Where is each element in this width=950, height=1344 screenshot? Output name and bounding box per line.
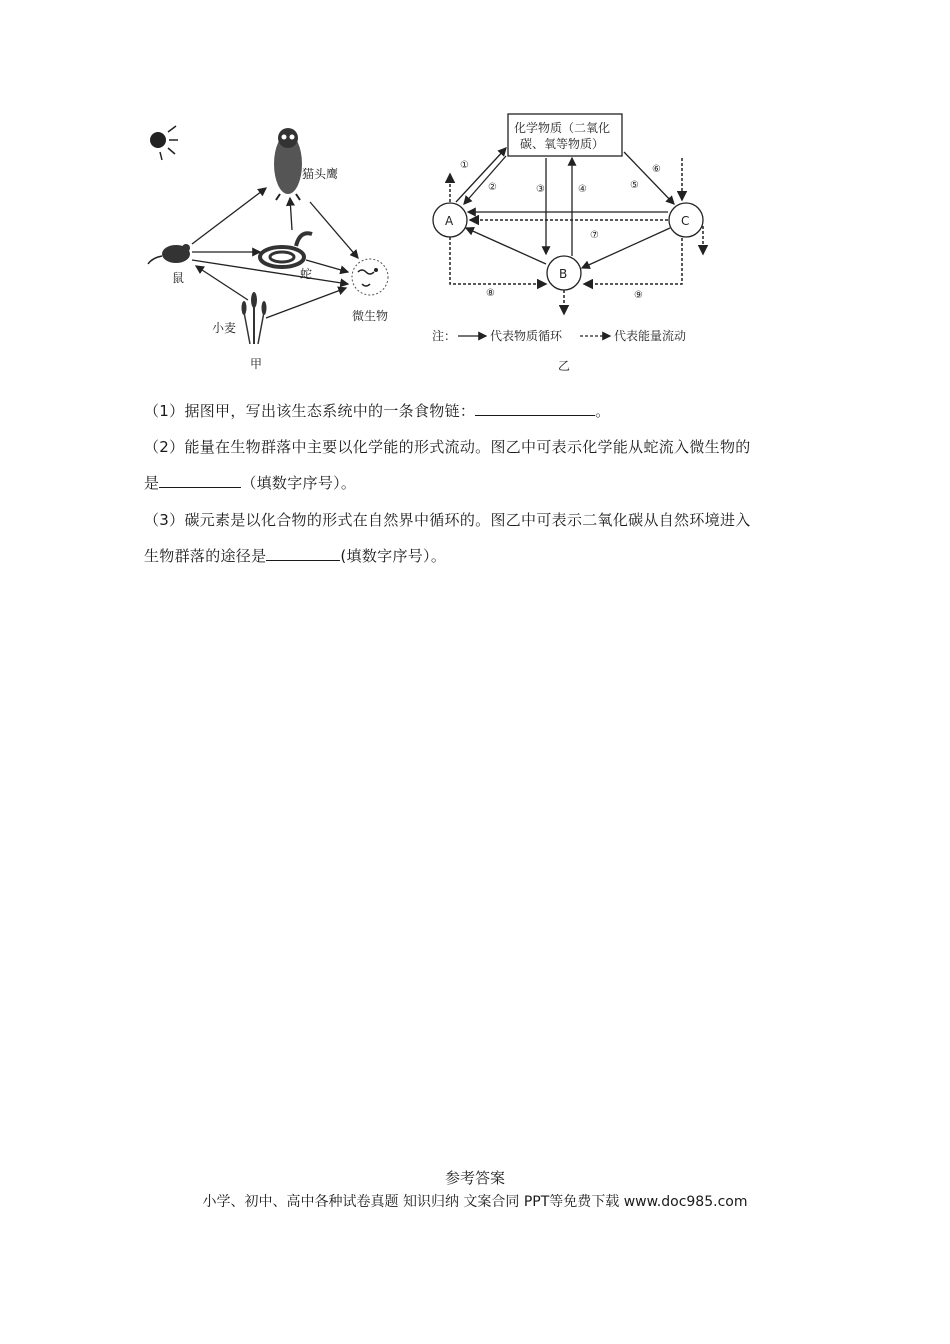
wheat-label: 小麦 <box>212 321 237 335</box>
node-a-label: A <box>445 214 454 228</box>
question-3-line-2 <box>144 545 446 567</box>
legend-matter-label: 代表物质循环 <box>490 329 563 343</box>
snake-label: 蛇 <box>300 267 313 281</box>
num-4: ④ <box>578 184 587 195</box>
box-line-1: 化学物质（二氧化 <box>514 121 611 135</box>
footer-promo-line: 小学、初中、高中各种试卷真题 知识归纳 文案合同 PPT等免费下载 www.doc985.com <box>202 1194 748 1210</box>
answer-blank-1[interactable] <box>475 401 595 416</box>
answers-heading: 参考答案 <box>444 1169 505 1187</box>
num-2: ② <box>488 182 497 193</box>
num-9: ⑨ <box>634 290 643 301</box>
node-c-label: C <box>681 214 690 228</box>
node-b-label: B <box>559 267 568 281</box>
question-3-line-1: （3）碳元素是以化合物的形式在自然界中循环的。图乙中可表示二氧化碳从自然环境进入 <box>144 511 751 529</box>
num-7: ⑦ <box>590 230 599 241</box>
mouse-icon <box>148 244 190 264</box>
legend-note: 注： <box>432 329 457 343</box>
snake-icon <box>260 233 312 267</box>
figure-yi-caption: 乙 <box>558 359 571 373</box>
owl-icon <box>274 128 302 200</box>
num-3: ③ <box>536 184 545 195</box>
microbe-icon <box>352 259 388 295</box>
owl-label: 猫头鹰 <box>302 167 339 181</box>
question-1-text: （1）据图甲，写出该生态系统中的一条食物链： <box>144 402 476 420</box>
mouse-label: 鼠 <box>172 271 185 285</box>
wheat-icon <box>242 292 267 344</box>
question-2-end: （填数字序号）。 <box>241 474 357 492</box>
matter-cycle-arrows <box>456 148 674 268</box>
question-2-line-2 <box>144 472 356 494</box>
num-6: ⑥ <box>652 164 661 175</box>
figure-jia-caption: 甲 <box>250 357 263 371</box>
num-1: ① <box>460 160 469 171</box>
question-1 <box>144 400 610 422</box>
question-3-end: (填数字序号）。 <box>340 547 447 565</box>
legend-energy-label: 代表能量流动 <box>614 329 687 343</box>
num-8: ⑧ <box>486 288 495 299</box>
answer-blank-3[interactable] <box>266 546 340 561</box>
answer-blank-2[interactable] <box>159 473 241 488</box>
num-5: ⑤ <box>630 180 639 191</box>
question-2-start: 是 <box>144 474 160 492</box>
legend <box>432 328 686 343</box>
question-3-start: 生物群落的途径是 <box>144 547 267 565</box>
figure-yi-cycle-diagram <box>420 108 720 376</box>
microbe-label: 微生物 <box>352 309 389 323</box>
figure-jia-food-web <box>140 112 410 376</box>
question-1-end: 。 <box>595 402 611 420</box>
sun-icon <box>150 126 178 160</box>
question-2-line-1: （2）能量在生物群落中主要以化学能的形式流动。图乙中可表示化学能从蛇流入微生物的 <box>144 438 751 456</box>
box-line-2: 碳、氧等物质） <box>520 137 605 151</box>
